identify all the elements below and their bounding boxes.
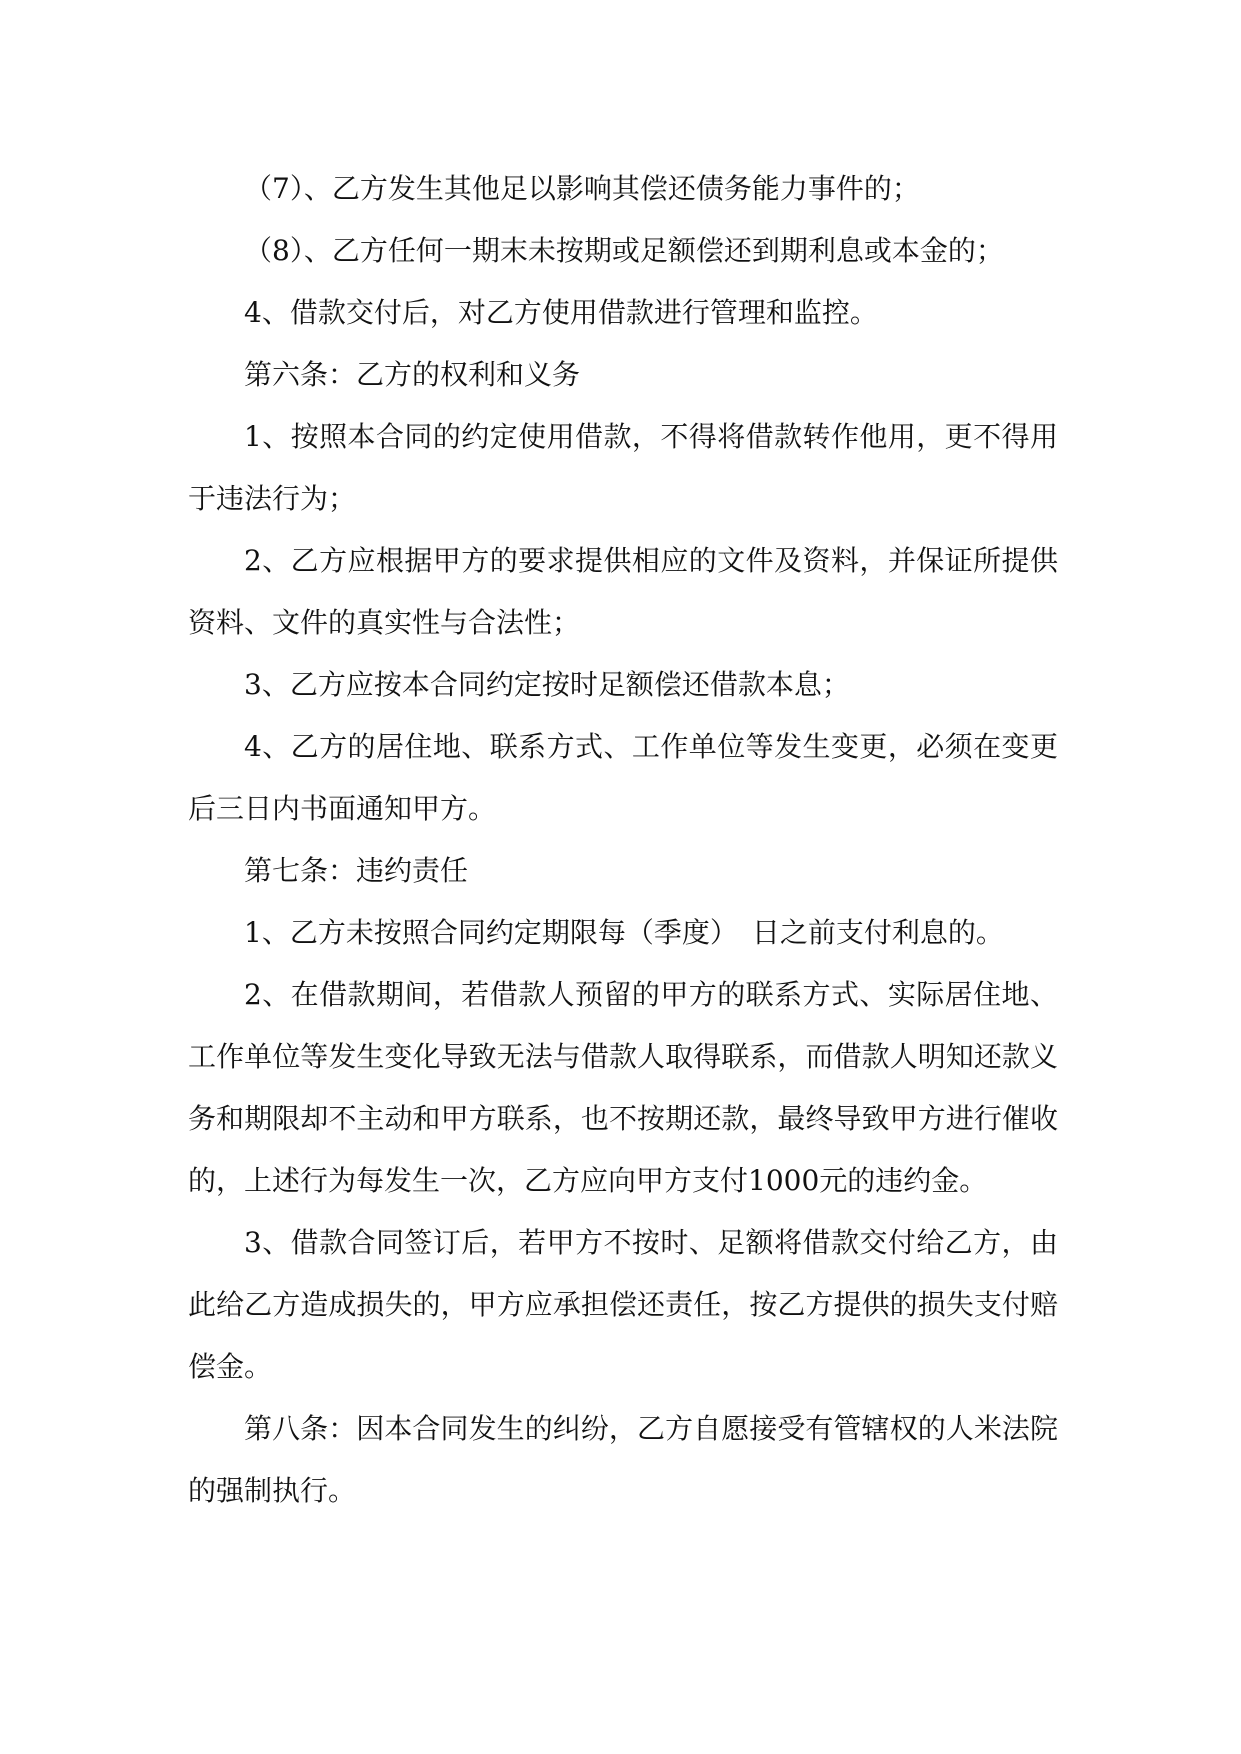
article-7-item-1: 1、乙方未按照合同约定期限每（季度） 日之前支付利息的。 bbox=[244, 916, 1004, 949]
article-6-item-4: 4、乙方的居住地、联系方式、工作单位等发生变更，必须在变更后三日内书面通知甲方。 bbox=[188, 730, 1058, 825]
document-body bbox=[188, 158, 1058, 1522]
clause-8-overdue-payment: （8）、乙方任何一期末未按期或足额偿还到期利息或本金的； bbox=[244, 234, 1004, 267]
article-6-item-3: 3、乙方应按本合同约定按时足额偿还借款本息； bbox=[244, 668, 850, 701]
article-7-item-2: 2、在借款期间，若借款人预留的甲方的联系方式、实际居住地、工作单位等发生变化导致无法与借款人取得联系，而借款人明知还款义务和期限却不主动和甲方联系，也不按期还款，最终导致甲方进行催收的，上述行为每发生一次，乙方应向甲方支付1000元的违约金。 bbox=[188, 978, 1058, 1197]
article-7-item-3: 3、借款合同签订后，若甲方不按时、足额将借款交付给乙方，由此给乙方造成损失的，甲方应承担偿还责任，按乙方提供的损失支付赔偿金。 bbox=[188, 1226, 1058, 1383]
article-6-item-1: 1、按照本合同的约定使用借款，不得将借款转作他用，更不得用于违法行为； bbox=[188, 420, 1058, 515]
clause-7-other-events: （7）、乙方发生其他足以影响其偿还债务能力事件的； bbox=[244, 172, 920, 205]
article-7-heading: 第七条：违约责任 bbox=[244, 854, 469, 887]
article-8-dispute-resolution: 第八条：因本合同发生的纠纷，乙方自愿接受有管辖权的人米法院的强制执行。 bbox=[188, 1412, 1058, 1507]
clause-4-loan-monitoring: 4、借款交付后，对乙方使用借款进行管理和监控。 bbox=[244, 296, 878, 329]
article-6-heading: 第六条：乙方的权利和义务 bbox=[244, 358, 581, 391]
article-6-item-2: 2、乙方应根据甲方的要求提供相应的文件及资料，并保证所提供资料、文件的真实性与合法性； bbox=[188, 544, 1058, 639]
